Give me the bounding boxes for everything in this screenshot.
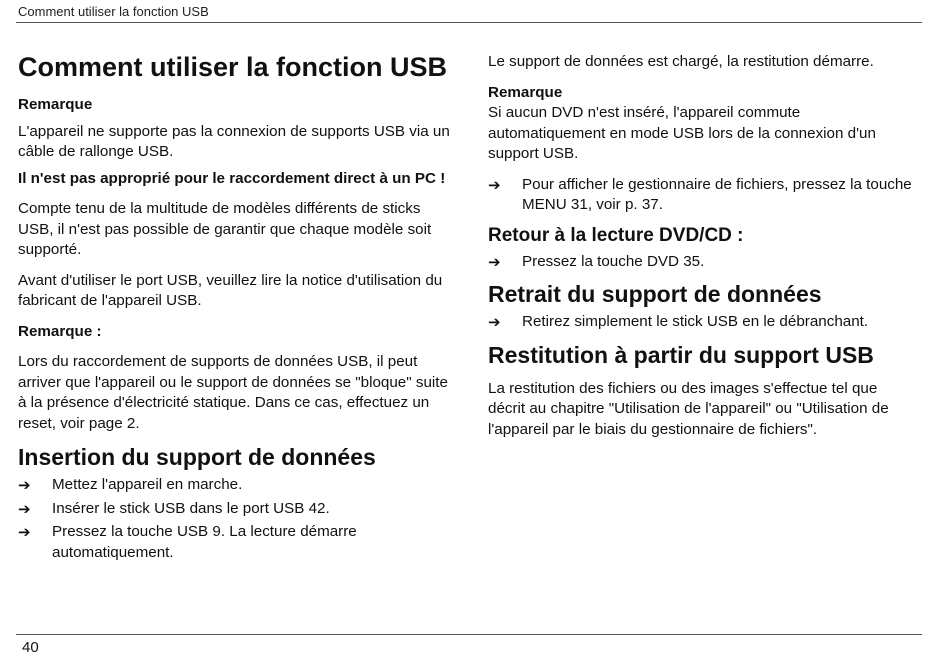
- remove-steps: [488, 312, 913, 333]
- section-heading-playback: Restitution à partir du support USB: [488, 341, 874, 368]
- running-header: Comment utiliser la fonction USB: [18, 4, 209, 19]
- loaded-paragraph: Le support de données est chargé, la restitution démarre.: [488, 53, 874, 70]
- compatibility-paragraph: Compte tenu de la multitude de modèles différents de sticks USB, il n'est pas possible de garantir que chaque modèle soit supporté.: [18, 200, 432, 258]
- step-text: Mettez l'appareil en marche.: [52, 476, 243, 493]
- step-text: Pressez la touche USB 9. La lecture démarre automatiquement.: [52, 523, 357, 561]
- section-heading-insertion: Insertion du support de données: [18, 444, 376, 470]
- file-manager-step: [488, 175, 913, 216]
- footer-rule: [16, 634, 922, 635]
- step-item: [488, 175, 913, 216]
- right-column: [488, 52, 913, 440]
- arrow-icon: ➔: [488, 313, 501, 331]
- arrow-icon: ➔: [488, 175, 501, 194]
- section-heading-return: Retour à la lecture DVD/CD :: [488, 224, 744, 246]
- step-text: Insérer le stick USB dans le port USB 42.: [52, 499, 330, 517]
- remark-heading: Remarque: [18, 96, 93, 113]
- step-item: [18, 475, 450, 496]
- remark-text: Si aucun DVD n'est inséré, l'appareil commute automatiquement en mode USB lors de la connexion d'un support USB.: [488, 104, 876, 162]
- warning-text: Il n'est pas approprié pour le raccordement direct à un PC !: [18, 169, 446, 187]
- step-item: [18, 499, 450, 520]
- remark-heading: Remarque :: [18, 322, 102, 340]
- arrow-icon: ➔: [488, 252, 501, 271]
- header-rule: [16, 22, 922, 23]
- step-text: Retirez simplement le stick USB en le débranchant.: [522, 313, 869, 330]
- playback-paragraph: La restitution des fichiers ou des images s'effectue tel que décrit au chapitre "Utilisation de l'appareil" ou "Utilisation de l'appareil par le biais du gestionnaire de fichiers".: [488, 379, 889, 438]
- remark-heading: Remarque: [488, 83, 563, 101]
- notice-paragraph: Avant d'utiliser le port USB, veuillez lire la notice d'utilisation du fabricant de l'appareil USB.: [18, 271, 443, 309]
- step-item: [488, 252, 913, 273]
- step-item: [488, 312, 913, 333]
- arrow-icon: ➔: [18, 523, 31, 541]
- left-column: [18, 51, 450, 571]
- static-electricity-paragraph: Lors du raccordement de supports de données USB, il peut arriver que l'appareil ou le support de données se "bloque" suite à la présence d'électricité statique. Dans ce cas, effectuez un reset, voir page 2.: [18, 353, 448, 432]
- arrow-icon: ➔: [18, 476, 31, 494]
- section-heading-remove: Retrait du support de données: [488, 281, 822, 307]
- return-steps: [488, 252, 913, 273]
- page-title: Comment utiliser la fonction USB: [18, 52, 448, 82]
- step-text: Pressez la touche DVD 35.: [522, 252, 705, 270]
- step-text: Pour afficher le gestionnaire de fichiers, pressez la touche MENU 31, voir p. 37.: [522, 175, 912, 213]
- insertion-steps: [18, 475, 450, 563]
- step-item: [18, 522, 450, 563]
- remark-text: L'appareil ne supporte pas la connexion de supports USB via un câble de rallonge USB.: [18, 122, 450, 160]
- page-number: 40: [22, 639, 39, 656]
- arrow-icon: ➔: [18, 499, 31, 518]
